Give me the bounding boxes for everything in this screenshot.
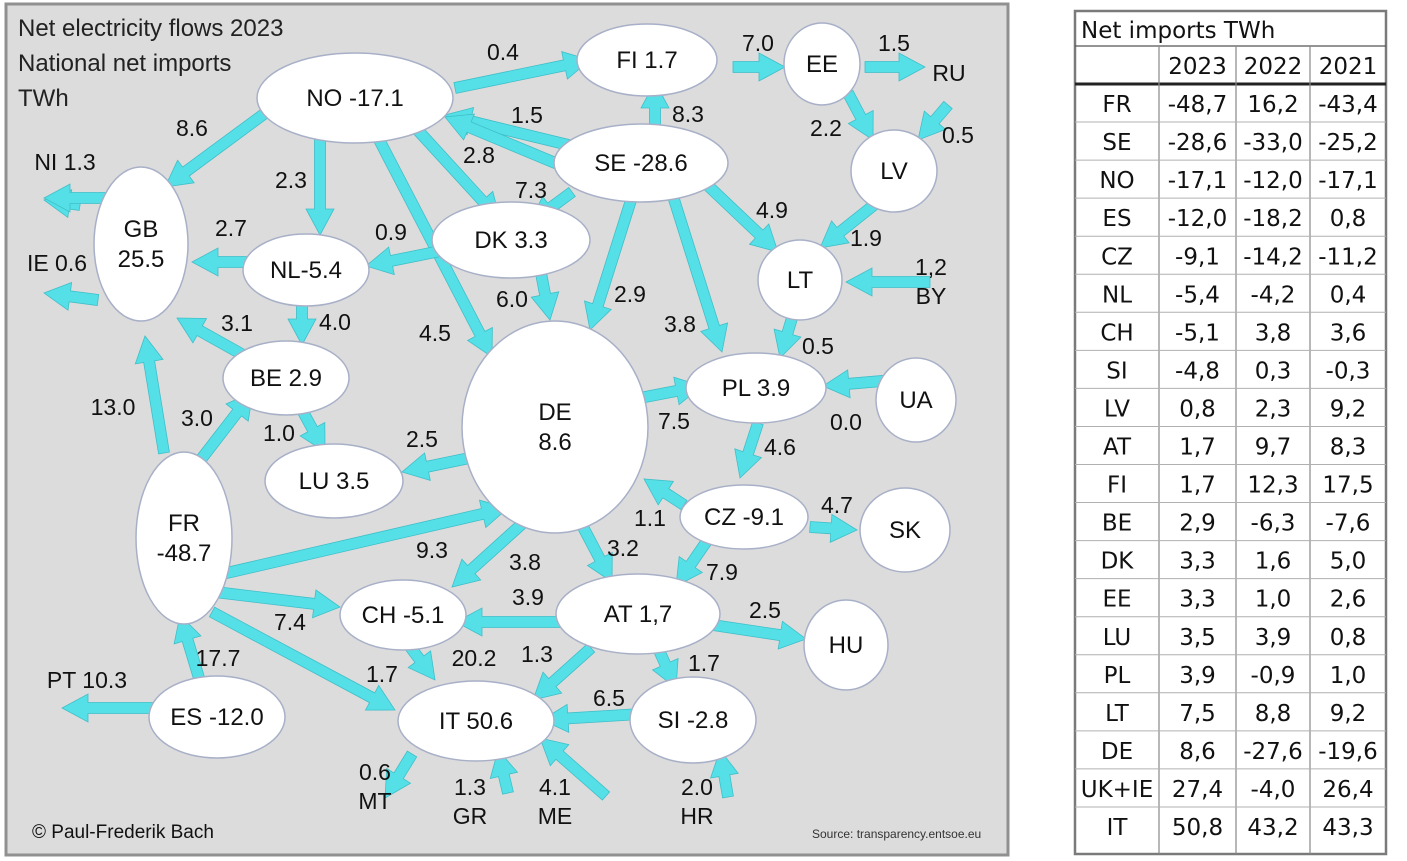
- table-value-cell: -43,4: [1318, 92, 1378, 119]
- table-value-cell: 2,9: [1179, 510, 1216, 537]
- flow-label-2: 7.0: [742, 30, 774, 56]
- table-value-cell: -17,1: [1167, 168, 1228, 195]
- node-label-si: SI -2.8: [657, 707, 729, 734]
- table-value-cell: 3,8: [1254, 320, 1292, 347]
- table-value-cell: 8,8: [1254, 700, 1292, 727]
- flow-diagram-panel: [6, 4, 1008, 855]
- table-country-cell: LU: [1102, 624, 1132, 651]
- node-label-de: DE: [538, 399, 572, 426]
- node-lu: [265, 444, 403, 518]
- table-title: Net imports TWh: [1081, 18, 1276, 44]
- table-country-cell: FI: [1106, 472, 1128, 499]
- node-be: [223, 341, 349, 415]
- table-value-cell: -28,6: [1167, 130, 1228, 157]
- table-value-cell: 9,2: [1329, 700, 1367, 727]
- flow-label-21: 4.0: [319, 309, 351, 335]
- flow-label-37: 2.5: [749, 597, 781, 623]
- node-hu: [804, 600, 888, 690]
- table-country-cell: CH: [1100, 320, 1134, 347]
- node-label-fr: -48.7: [156, 540, 212, 567]
- external-label-pt: PT 10.3: [46, 667, 128, 693]
- external-label-by: BY: [915, 283, 947, 309]
- table-value-cell: 9,7: [1254, 434, 1292, 461]
- flow-label-15: 1.9: [850, 225, 882, 251]
- node-label-fi: FI 1.7: [616, 47, 678, 74]
- table-value-cell: 3,6: [1329, 320, 1367, 347]
- external-label-mt: MT: [358, 788, 392, 814]
- node-label-be: BE 2.9: [249, 365, 323, 392]
- external-label-ni: NI 1.3: [34, 149, 96, 175]
- table-value-cell: -4,0: [1250, 776, 1296, 803]
- flow-label-26: 2.5: [406, 426, 438, 452]
- external-label-me: 4.1: [539, 774, 571, 800]
- node-label-gb: 25.5: [117, 246, 165, 273]
- table-country-cell: FR: [1102, 92, 1132, 119]
- flow-label-3: 1.5: [878, 30, 910, 56]
- table-header-row: [1168, 54, 1377, 80]
- node-it: [398, 681, 554, 761]
- table-country-cell: IT: [1106, 815, 1128, 841]
- node-se: [554, 124, 728, 202]
- table-value-cell: -11,2: [1318, 244, 1378, 271]
- external-label-hr: 2.0: [681, 774, 713, 800]
- table-value-cell: -5,4: [1175, 282, 1220, 309]
- table-country-cell: SE: [1102, 130, 1132, 157]
- node-label-es: ES -12.0: [170, 704, 264, 731]
- table-value-cell: 9,2: [1329, 396, 1367, 423]
- flow-label-22: 4.5: [419, 320, 451, 346]
- table-value-cell: -19,6: [1318, 738, 1378, 765]
- external-label-hr: HR: [680, 803, 714, 829]
- node-ellipse-de: [462, 321, 648, 533]
- table-country-cell: UK+IE: [1080, 776, 1154, 803]
- flow-label-32: 9.3: [416, 537, 448, 563]
- node-ellipse-fr: [136, 452, 232, 624]
- node-label-lt: LT: [786, 267, 814, 294]
- table-value-cell: -5,1: [1175, 320, 1220, 347]
- flow-label-7: 2.2: [810, 115, 842, 141]
- node-ee: [784, 23, 860, 105]
- table-country-cell: CZ: [1101, 244, 1133, 271]
- node-ellipse-gb: [94, 167, 188, 321]
- external-label-gr: GR: [452, 803, 488, 829]
- node-es: [149, 676, 285, 758]
- node-label-ee: EE: [805, 51, 839, 78]
- table-value-cell: 3,9: [1179, 662, 1216, 689]
- table-value-cell: 0,4: [1329, 282, 1367, 309]
- node-lt: [758, 240, 842, 320]
- flow-label-10: 2.3: [275, 167, 307, 193]
- flow-label-9: 2.8: [463, 142, 495, 168]
- flow-label-6: 8.3: [672, 101, 704, 127]
- title-line-1: Net electricity flows 2023: [18, 15, 284, 42]
- table-value-cell: 43,2: [1247, 815, 1299, 841]
- table-country-cell: AT: [1103, 434, 1131, 461]
- table-value-cell: 43,3: [1322, 815, 1374, 841]
- node-label-sk: SK: [888, 517, 922, 544]
- external-label-ru: RU: [932, 60, 966, 86]
- node-ua: [876, 358, 956, 442]
- external-label-gr: 1.3: [454, 774, 486, 800]
- table-country-cell: DK: [1100, 548, 1134, 575]
- table-value-cell: 26,4: [1322, 776, 1374, 803]
- node-si: [630, 677, 756, 763]
- flow-label-20: 3.1: [221, 310, 253, 336]
- node-lv: [851, 130, 937, 212]
- table-value-cell: -12,0: [1167, 206, 1228, 233]
- node-label-ch: CH -5.1: [361, 602, 445, 629]
- node-label-dk: DK 3.3: [474, 227, 548, 254]
- table-value-cell: -27,6: [1243, 738, 1303, 765]
- flow-label-23: 13.0: [90, 394, 136, 420]
- credit-text: © Paul-Frederik Bach: [32, 822, 214, 843]
- table-value-cell: 1,7: [1179, 472, 1216, 499]
- node-ch: [340, 580, 466, 650]
- node-label-gb: GB: [123, 216, 159, 243]
- table-country-cell: SI: [1106, 358, 1128, 385]
- flow-label-31: 4.7: [821, 492, 853, 518]
- table-value-cell: 8,6: [1179, 738, 1216, 765]
- table-header-2021: 2021: [1318, 54, 1378, 80]
- flow-label-19: 0.5: [802, 333, 834, 359]
- table-value-cell: -6,3: [1250, 510, 1296, 537]
- node-label-lu: LU 3.5: [298, 468, 370, 495]
- table-value-cell: 2,3: [1254, 396, 1292, 423]
- table-value-cell: 27,4: [1171, 776, 1224, 803]
- flow-label-42: 17.7: [195, 645, 241, 671]
- node-dk: [432, 202, 590, 278]
- table-value-cell: 0,8: [1329, 206, 1367, 233]
- flow-label-14: 0.9: [375, 219, 407, 245]
- table-value-cell: 3,3: [1179, 548, 1216, 575]
- table-country-cell: ES: [1102, 206, 1132, 233]
- node-label-de: 8.6: [538, 429, 572, 456]
- flow-label-13: 2.7: [215, 215, 247, 241]
- table-value-cell: 0,3: [1254, 358, 1292, 385]
- flow-label-24: 3.0: [181, 405, 213, 431]
- node-sk: [860, 488, 950, 572]
- node-fi: [577, 24, 717, 96]
- table-country-cell: NL: [1101, 282, 1133, 309]
- node-label-at: AT 1,7: [603, 601, 673, 628]
- flow-label-34: 3.2: [607, 535, 639, 561]
- flow-label-41: 1.7: [688, 650, 720, 676]
- flow-label-11: 7.3: [515, 177, 547, 203]
- table-country-cell: NO: [1099, 168, 1135, 195]
- flow-label-25: 1.0: [263, 420, 295, 446]
- flow-label-36: 3.9: [512, 584, 544, 610]
- table-value-cell: 5,0: [1329, 548, 1367, 575]
- table-value-cell: -9,1: [1175, 244, 1220, 271]
- table-value-cell: -0,3: [1325, 358, 1371, 385]
- table-country-cell: LT: [1105, 700, 1129, 727]
- external-label-mt: 0.6: [359, 759, 391, 785]
- flow-label-30: 1.1: [634, 505, 666, 531]
- node-fr: [136, 452, 232, 624]
- table-value-cell: -7,6: [1325, 510, 1371, 537]
- flow-label-16: 6.0: [496, 286, 528, 312]
- node-label-fr: FR: [168, 510, 200, 537]
- table-country-cell: BE: [1101, 510, 1133, 537]
- table-header-2023: 2023: [1168, 54, 1227, 80]
- table-country-cell: LV: [1103, 396, 1131, 423]
- title-line-3: TWh: [18, 85, 69, 112]
- table-value-cell: 0,8: [1179, 396, 1216, 423]
- table-value-cell: -4,2: [1250, 282, 1296, 309]
- table-value-cell: 17,5: [1322, 472, 1374, 499]
- flow-label-1: 0.4: [487, 39, 519, 65]
- table-value-cell: 1,6: [1254, 548, 1292, 575]
- title-line-2: National net imports: [18, 50, 232, 77]
- node-label-nl: NL-5.4: [269, 257, 343, 284]
- node-de: [462, 321, 648, 533]
- node-label-pl: PL 3.9: [721, 375, 791, 402]
- node-label-ua: UA: [899, 387, 933, 414]
- table-value-cell: -48,7: [1167, 92, 1228, 119]
- node-at: [556, 574, 720, 654]
- source-text: Source: transparency.entsoe.eu: [812, 827, 982, 841]
- table-country-cell: DE: [1100, 738, 1134, 765]
- flow-label-44: 6.5: [593, 685, 625, 711]
- node-cz: [680, 485, 808, 549]
- table-header-2022: 2022: [1243, 54, 1303, 80]
- flow-label-39: 20.2: [451, 645, 497, 671]
- table-value-cell: -18,2: [1243, 206, 1303, 233]
- table-value-cell: 1,0: [1254, 586, 1292, 613]
- flow-label-8: 0.5: [942, 122, 974, 148]
- table-value-cell: 1,0: [1329, 662, 1367, 689]
- table-value-cell: -33,0: [1243, 130, 1303, 157]
- table-country-cell: PL: [1103, 662, 1131, 689]
- table-value-cell: 1,7: [1179, 434, 1216, 461]
- flow-label-40: 1.3: [521, 641, 553, 667]
- node-label-hu: HU: [828, 632, 864, 659]
- flow-label-4: 8.6: [176, 115, 208, 141]
- table-value-cell: -17,1: [1318, 168, 1378, 195]
- flow-label-18: 3.8: [664, 311, 696, 337]
- flow-label-27: 7.5: [658, 408, 690, 434]
- table-value-cell: 8,3: [1329, 434, 1367, 461]
- node-no: [257, 53, 453, 143]
- table-value-cell: 7,5: [1179, 700, 1216, 727]
- table-value-cell: 50,8: [1171, 815, 1224, 841]
- flow-label-12: 4.9: [756, 197, 788, 223]
- node-pl: [686, 353, 826, 423]
- flow-label-17: 2.9: [614, 281, 646, 307]
- flow-label-5: 1.5: [511, 102, 543, 128]
- table-value-cell: 3,3: [1179, 586, 1216, 613]
- flow-label-35: 7.9: [706, 559, 738, 585]
- external-label-by: 1,2: [915, 254, 947, 280]
- node-nl: [243, 234, 369, 306]
- flow-label-29: 4.6: [764, 434, 796, 460]
- table-value-cell: -0,9: [1250, 662, 1296, 689]
- node-label-cz: CZ -9.1: [703, 504, 785, 531]
- table-country-cell: EE: [1102, 586, 1132, 613]
- table-value-cell: -25,2: [1318, 130, 1378, 157]
- node-label-se: SE -28.6: [594, 150, 688, 177]
- table-value-cell: -4,8: [1175, 358, 1220, 385]
- table-value-cell: 3,5: [1179, 624, 1216, 651]
- external-label-ie: IE 0.6: [26, 250, 88, 276]
- table-value-cell: 2,6: [1329, 586, 1367, 613]
- node-label-lv: LV: [880, 158, 908, 185]
- net-imports-table: [1075, 11, 1386, 854]
- table-value-cell: -14,2: [1243, 244, 1303, 271]
- node-label-it: IT 50.6: [438, 708, 514, 735]
- table-value-cell: 0,8: [1329, 624, 1367, 651]
- flow-label-33: 3.8: [509, 549, 541, 575]
- table-value-cell: 12,3: [1247, 472, 1299, 499]
- table-value-cell: 3,9: [1254, 624, 1292, 651]
- table-value-cell: 16,2: [1247, 92, 1299, 119]
- node-gb: [94, 167, 188, 321]
- external-label-me: ME: [537, 803, 573, 829]
- node-label-no: NO -17.1: [306, 85, 404, 112]
- flow-label-28: 0.0: [830, 409, 862, 435]
- table-value-cell: -12,0: [1243, 168, 1303, 195]
- flow-label-38: 7.4: [274, 609, 306, 635]
- flow-label-43: 1.7: [366, 661, 398, 687]
